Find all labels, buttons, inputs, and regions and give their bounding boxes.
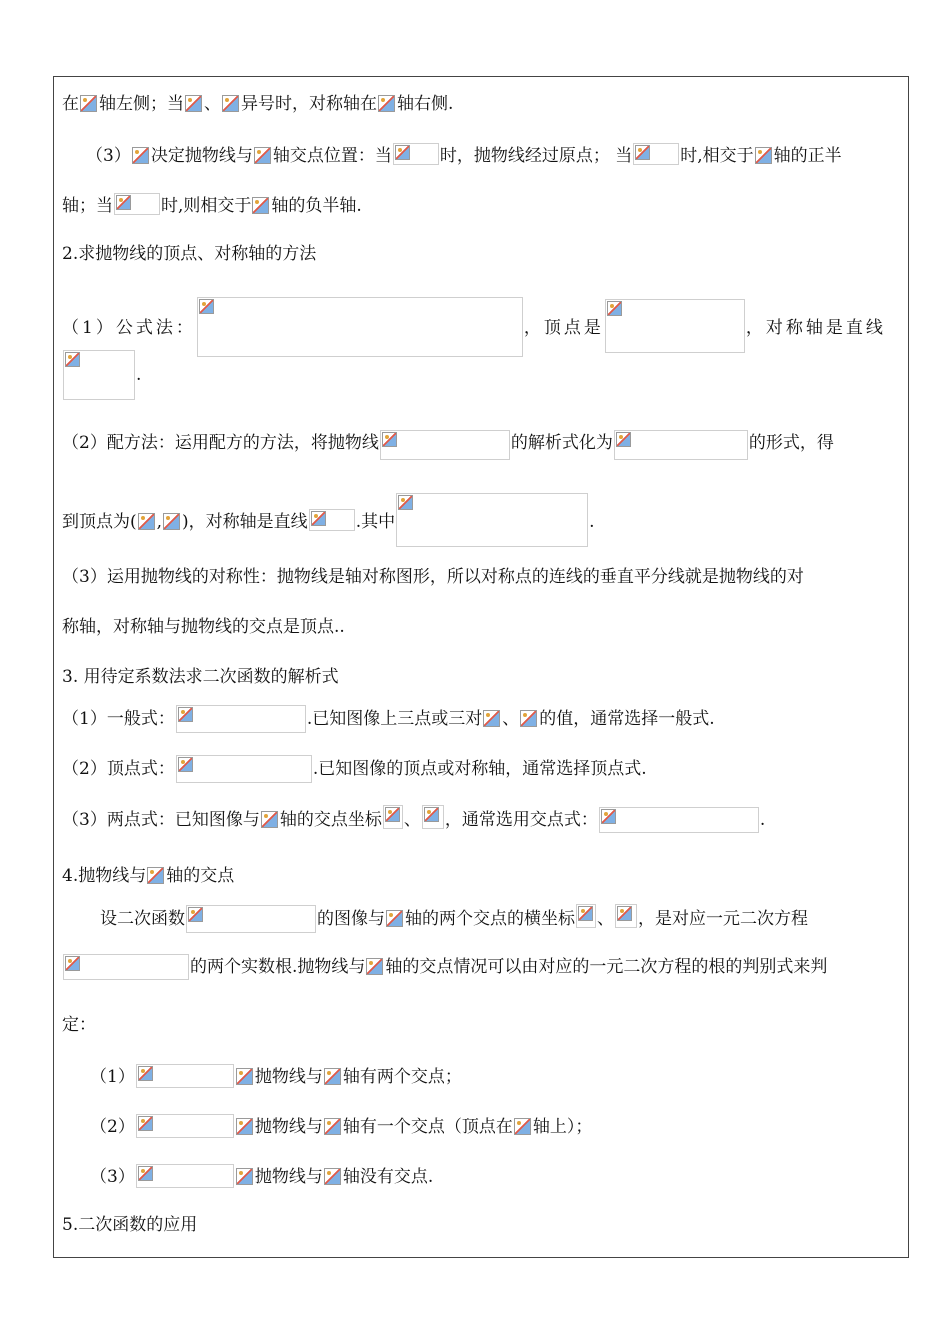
- formula-image: [63, 954, 189, 980]
- text-line: .: [62, 350, 141, 400]
- list-item: （3） 抛物线与 轴没有交点.: [90, 1164, 433, 1188]
- text-line: 的两个实数根.抛物线与 轴的交点情况可以由对应的一元二次方程的根的判别式来判: [62, 954, 827, 980]
- formula-image-icon: [252, 197, 270, 215]
- formula-image-icon: [378, 95, 396, 113]
- formula-image-icon: [236, 1168, 254, 1186]
- formula-image-icon: [185, 95, 203, 113]
- section-heading: 4.抛物线与 轴的交点: [62, 866, 235, 886]
- text-line: （2）顶点式： .已知图像的顶点或对称轴，通常选择顶点式.: [62, 755, 647, 783]
- formula-image-icon: [755, 147, 773, 165]
- formula-image-icon: [132, 147, 150, 165]
- text-line: （3）两点式：已知图像与 轴的交点坐标 、 ，通常选用交点式： .: [62, 805, 765, 833]
- formula-image: [422, 805, 444, 829]
- formula-image-icon: [514, 1118, 532, 1136]
- formula-image-icon: [261, 811, 279, 829]
- text-line: （3） 决定抛物线与 轴交点位置：当 时，抛物线经过原点； 当 时,相交于 轴的正半: [86, 143, 842, 167]
- list-item: （1） 抛物线与 轴有两个交点；: [90, 1064, 462, 1088]
- text-line: 设二次函数 的图像与 轴的两个交点的横坐标 、 ，是对应一元二次方程: [100, 904, 808, 933]
- formula-image-icon: [483, 710, 501, 728]
- formula-image-icon: [138, 513, 156, 531]
- text-line: 称轴，对称轴与抛物线的交点是顶点..: [62, 617, 345, 637]
- formula-image: [186, 905, 316, 933]
- formula-image: [309, 509, 355, 531]
- formula-image: [396, 493, 588, 547]
- formula-image: [633, 143, 679, 165]
- section-heading: 3. 用待定系数法求二次函数的解析式: [62, 667, 339, 687]
- formula-image: [605, 299, 745, 353]
- formula-image: [599, 807, 759, 833]
- formula-image-icon: [236, 1068, 254, 1086]
- formula-image: [63, 350, 135, 400]
- text-line: 到顶点为( , )，对称轴是直线 .其中 .: [62, 493, 595, 547]
- formula-image: [136, 1164, 234, 1188]
- formula-image: [576, 904, 596, 928]
- text-line: 定：: [62, 1015, 96, 1035]
- list-item: （2） 抛物线与 轴有一个交点（顶点在 轴上）；: [90, 1114, 592, 1138]
- text-line: 在 轴左侧；当 、 异号时，对称轴在 轴右侧.: [62, 94, 454, 114]
- formula-image-icon: [254, 147, 272, 165]
- formula-image: [114, 193, 160, 215]
- formula-image: [383, 805, 403, 829]
- text-line: （1）公式法： ，顶点是 ，对称轴是直线: [62, 297, 886, 357]
- text-line: （1）一般式： .已知图像上三点或三对 、 的值，通常选择一般式.: [62, 705, 715, 733]
- text-line: 轴；当 时,则相交于 轴的负半轴.: [62, 193, 362, 217]
- formula-image-icon: [366, 958, 384, 976]
- formula-image-icon: [236, 1118, 254, 1136]
- formula-image: [615, 904, 637, 928]
- formula-image-icon: [80, 95, 98, 113]
- formula-image: [176, 755, 312, 783]
- formula-image-icon: [163, 513, 181, 531]
- formula-image-icon: [386, 910, 404, 928]
- text-line: （3）运用抛物线的对称性：抛物线是轴对称图形，所以对称点的连线的垂直平分线就是抛物线的对: [62, 567, 804, 587]
- formula-image-icon: [520, 710, 538, 728]
- formula-image-icon: [222, 95, 240, 113]
- text-line: （2）配方法：运用配方的方法，将抛物线 的解析式化为 的形式，得: [62, 430, 834, 460]
- formula-image-icon: [324, 1168, 342, 1186]
- formula-image: [136, 1064, 234, 1088]
- formula-image: [380, 430, 510, 460]
- formula-image-icon: [147, 867, 165, 885]
- formula-image: [393, 143, 439, 165]
- section-heading: 5.二次函数的应用: [62, 1215, 198, 1235]
- formula-image: [197, 297, 523, 357]
- formula-image-icon: [324, 1068, 342, 1086]
- formula-image-icon: [324, 1118, 342, 1136]
- formula-image: [614, 430, 748, 460]
- formula-image: [136, 1114, 234, 1138]
- formula-image: [176, 705, 306, 733]
- section-heading: 2.求抛物线的顶点、对称轴的方法: [62, 244, 317, 264]
